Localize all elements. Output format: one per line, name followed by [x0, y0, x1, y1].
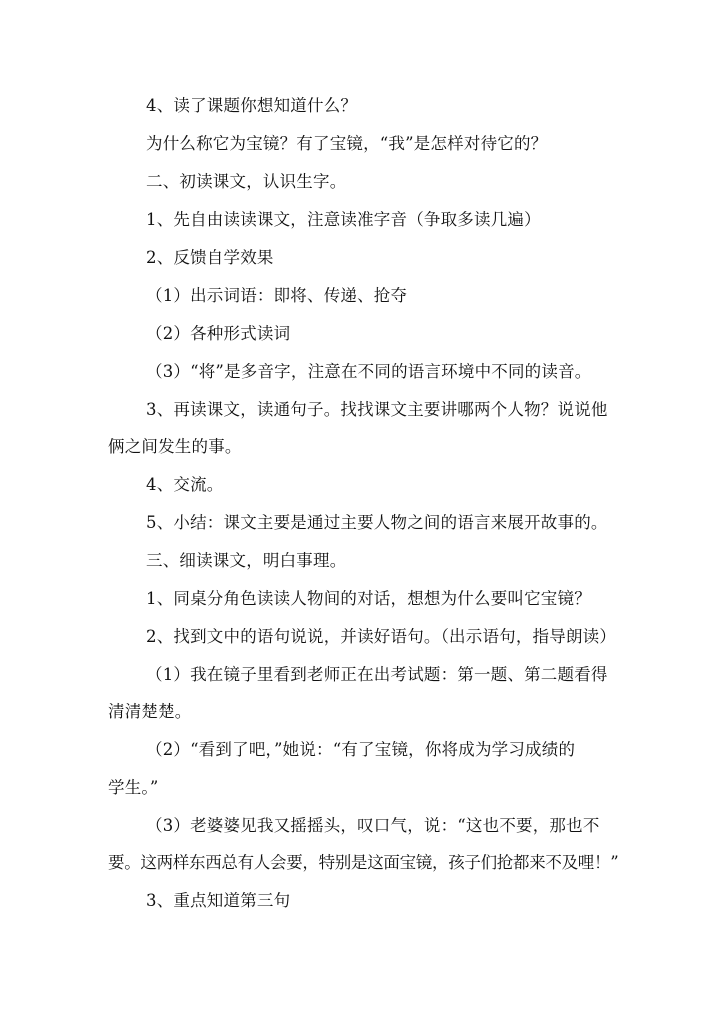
paragraph-line: （2）各种形式读词 — [146, 324, 291, 343]
paragraph-line: （1）出示词语：即将、传递、抢夺 — [146, 286, 408, 305]
paragraph-line: 5、小结：课文主要是通过主要人物之间的语言来展开故事的。 — [146, 513, 608, 532]
paragraph-line: 学生。” — [108, 778, 159, 797]
paragraph-line: 1、同桌分角色读读人物间的对话，想想为什么要叫它宝镜？ — [146, 589, 591, 608]
paragraph-line: 1、先自由读读课文，注意读准字音（争取多读几遍） — [146, 210, 541, 229]
paragraph-line: （3）“将”是多音字，注意在不同的语言环境中不同的读音。 — [146, 362, 592, 381]
paragraph-line: 3、重点知道第三句 — [146, 891, 291, 910]
paragraph-line: 2、找到文中的语句说说，并读好语句。（出示语句，指导朗读） — [146, 627, 617, 646]
paragraph-line: （1）我在镜子里看到老师正在出考试题：第一题、第二题看得 — [146, 665, 608, 684]
paragraph-line: 4、读了课题你想知道什么？ — [146, 96, 358, 115]
paragraph-line: （2）“看到了吧，”她说：“有了宝镜，你将成为学习成绩的 — [146, 740, 576, 759]
paragraph-line: 2、反馈自学效果 — [146, 248, 274, 267]
paragraph-line: 为什么称它为宝镜？有了宝镜，“我”是怎样对待它的？ — [146, 134, 548, 153]
paragraph-line: 清清楚楚。 — [108, 702, 192, 721]
paragraph-line: 3、再读课文，读通句子。找找课文主要讲哪两个人物？说说他 — [146, 400, 608, 419]
paragraph-line: 4、交流。 — [146, 475, 224, 494]
section-heading: 二、初读课文，认识生字。 — [146, 172, 347, 191]
paragraph-line: （3）老婆婆见我又摇摇头，叹口气，说：“这也不要，那也不 — [146, 816, 600, 835]
paragraph-line: 要。这两样东西总有人会要，特别是这面宝镜，孩子们抢都来不及哩！” — [108, 853, 619, 872]
paragraph-line: 俩之间发生的事。 — [108, 437, 242, 456]
section-heading: 三、细读课文，明白事理。 — [146, 551, 347, 570]
